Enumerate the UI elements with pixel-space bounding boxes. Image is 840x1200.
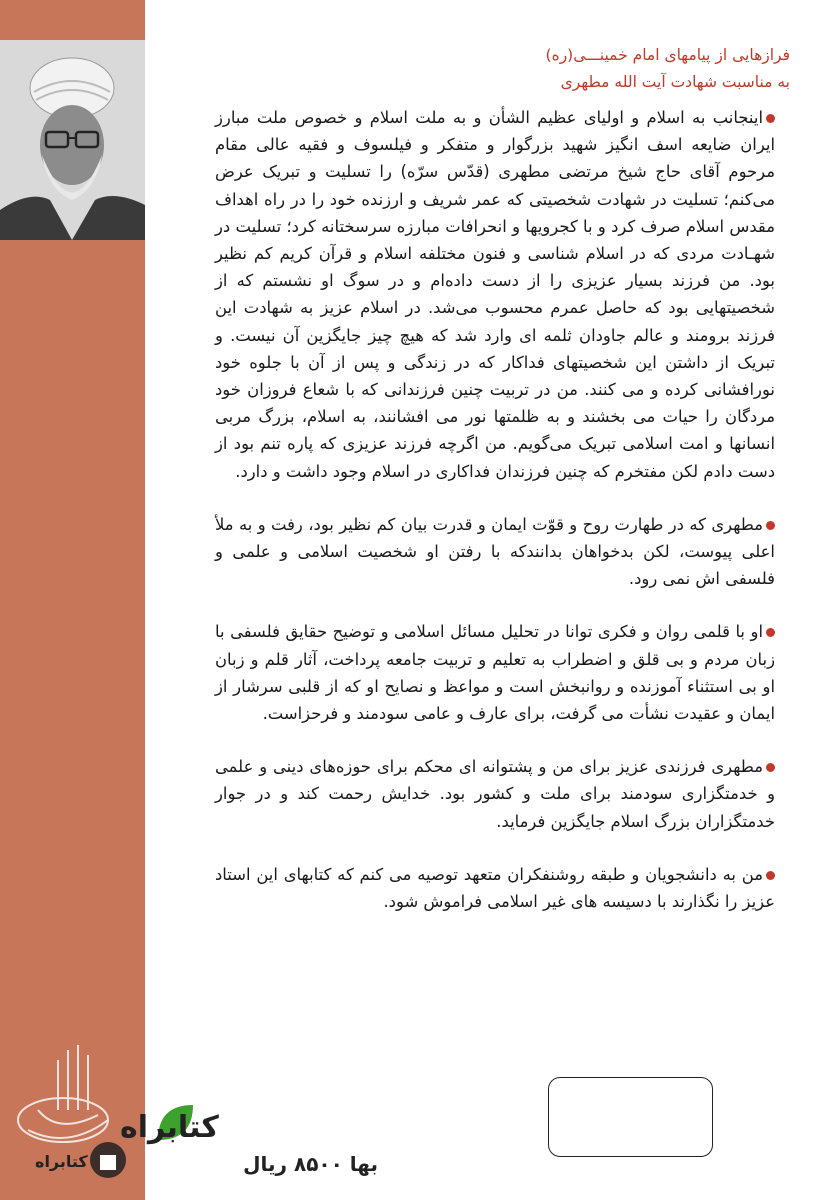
barcode-box	[548, 1077, 713, 1157]
brand-name: کتابراه	[120, 1110, 219, 1145]
bullet-icon	[766, 114, 775, 123]
heading-line-1: فرازهایی از پیامهای امام خمینـــی(ره)	[545, 46, 790, 64]
bullet-icon	[766, 521, 775, 530]
author-portrait	[0, 40, 145, 240]
paragraph	[215, 861, 775, 915]
paragraph-text: مطهری فرزندی عزیز برای من و پشتوانه ای محکم برای حوزه‌های دینی و علمی و خدمتگزاری سودمند برای ملت و کشور بود. خدایش رحمت کند و در جوار خدمتگزاران بزرگ اسلام جایگزین فرماید.	[215, 757, 775, 831]
bullet-icon	[766, 763, 775, 772]
price-label: بها ۸۵۰۰ ریال	[243, 1152, 378, 1176]
left-sidebar	[0, 0, 145, 1200]
quote-content	[215, 104, 775, 941]
brand-name-small: کتابراه	[35, 1152, 88, 1171]
paragraph-text: او با قلمی روان و فکری توانا در تحلیل مسائل اسلامی و توضیح حقایق فلسفی با زبان مردم و بی قلق و اضطراب به تعلیم و تربیت جامعه پرداخت، آثار قلم و زبان او بی استثناء آموزنده و روانبخش است و مواعظ و نصایح او که از قلبی سرشار از ایمان و عقیدت نشأت می گرفت، برای عارف و عامی سودمند و فرحزاست.	[215, 622, 775, 724]
heading-line-2: به مناسبت شهادت آیت الله مطهری	[560, 73, 790, 91]
bullet-icon	[766, 871, 775, 880]
paragraph-text: اینجانب به اسلام و اولیای عظیم الشأن و به ملت اسلام و خصوص ملت مبارز ایران ضایعه اسف انگیز شهید بزرگوار و متفکر و فیلسوف و فقیه عالی مقام مرحوم آقای حاج شیخ مرتضی مطهری (قدّس سرّه) را تسلیت و تبریک عرض می‌کنم؛ تسلیت در شهادت شخصیتی که عمر شریف و ارزنده خود را در راه اهداف مقدس اسلام صرف کرد و با کجرویها و انحرافات مبارزه سرسختانه کرد؛ تسلیت در شهـادت مردی که در اسلام شناسی و فنون مختلفه اسلام و قرآن کریم کم نظیر بود. من فرزند بسیار عزیزی را از دست داده‌ام و در سوگ او نشستم که از شخصیتهایی بود که حاصل عمرم محسوب می‌شد. در اسلام عزیز به شهادت این فرزند برومند و عالم جاودان ثلمه ای وارد شد که هیچ چیز جایگزین آن نیست. و تبریک از داشتن این شخصیتهای فداکار که در زندگی و پس از آن با جلوه خود نورافشانی کرده و می کنند. من در تربیت چنین فرزندانی که با شعاع فروزان خود مردگان را حیات می بخشند و به ظلمتها نور می افشانند، به اسلام، بزرگ مربی انسانها و امت اسلامی تبریک می‌گویم. من اگرچه فرزند عزیزی که پاره تنم بود از دست دادم لکن مفتخرم که چنین فرزندان فداکاری در اسلام وجود داشت و دارد.	[215, 108, 775, 481]
heading	[250, 42, 790, 96]
paragraph	[215, 753, 775, 835]
bullet-icon	[766, 628, 775, 637]
paragraph-text: مطهری که در طهارت روح و قوّت ایمان و قدرت بیان کم نظیر بود، رفت و به ملأ اعلی پیوست، لکن بدخواهان بدانندکه با رفتن او شخصیت اسلامی و علمی و فلسفی اش نمی رود.	[215, 514, 775, 589]
paragraph	[215, 618, 775, 727]
portrait-image	[0, 40, 145, 240]
paragraph	[215, 104, 775, 485]
paragraph	[215, 511, 775, 593]
paragraph-text: من به دانشجویان و طبقه روشنفکران متعهد توصیه می کنم که کتابهای این استاد عزیز را نگذارند با دسیسه های غیر اسلامی فراموش شود.	[215, 864, 775, 912]
